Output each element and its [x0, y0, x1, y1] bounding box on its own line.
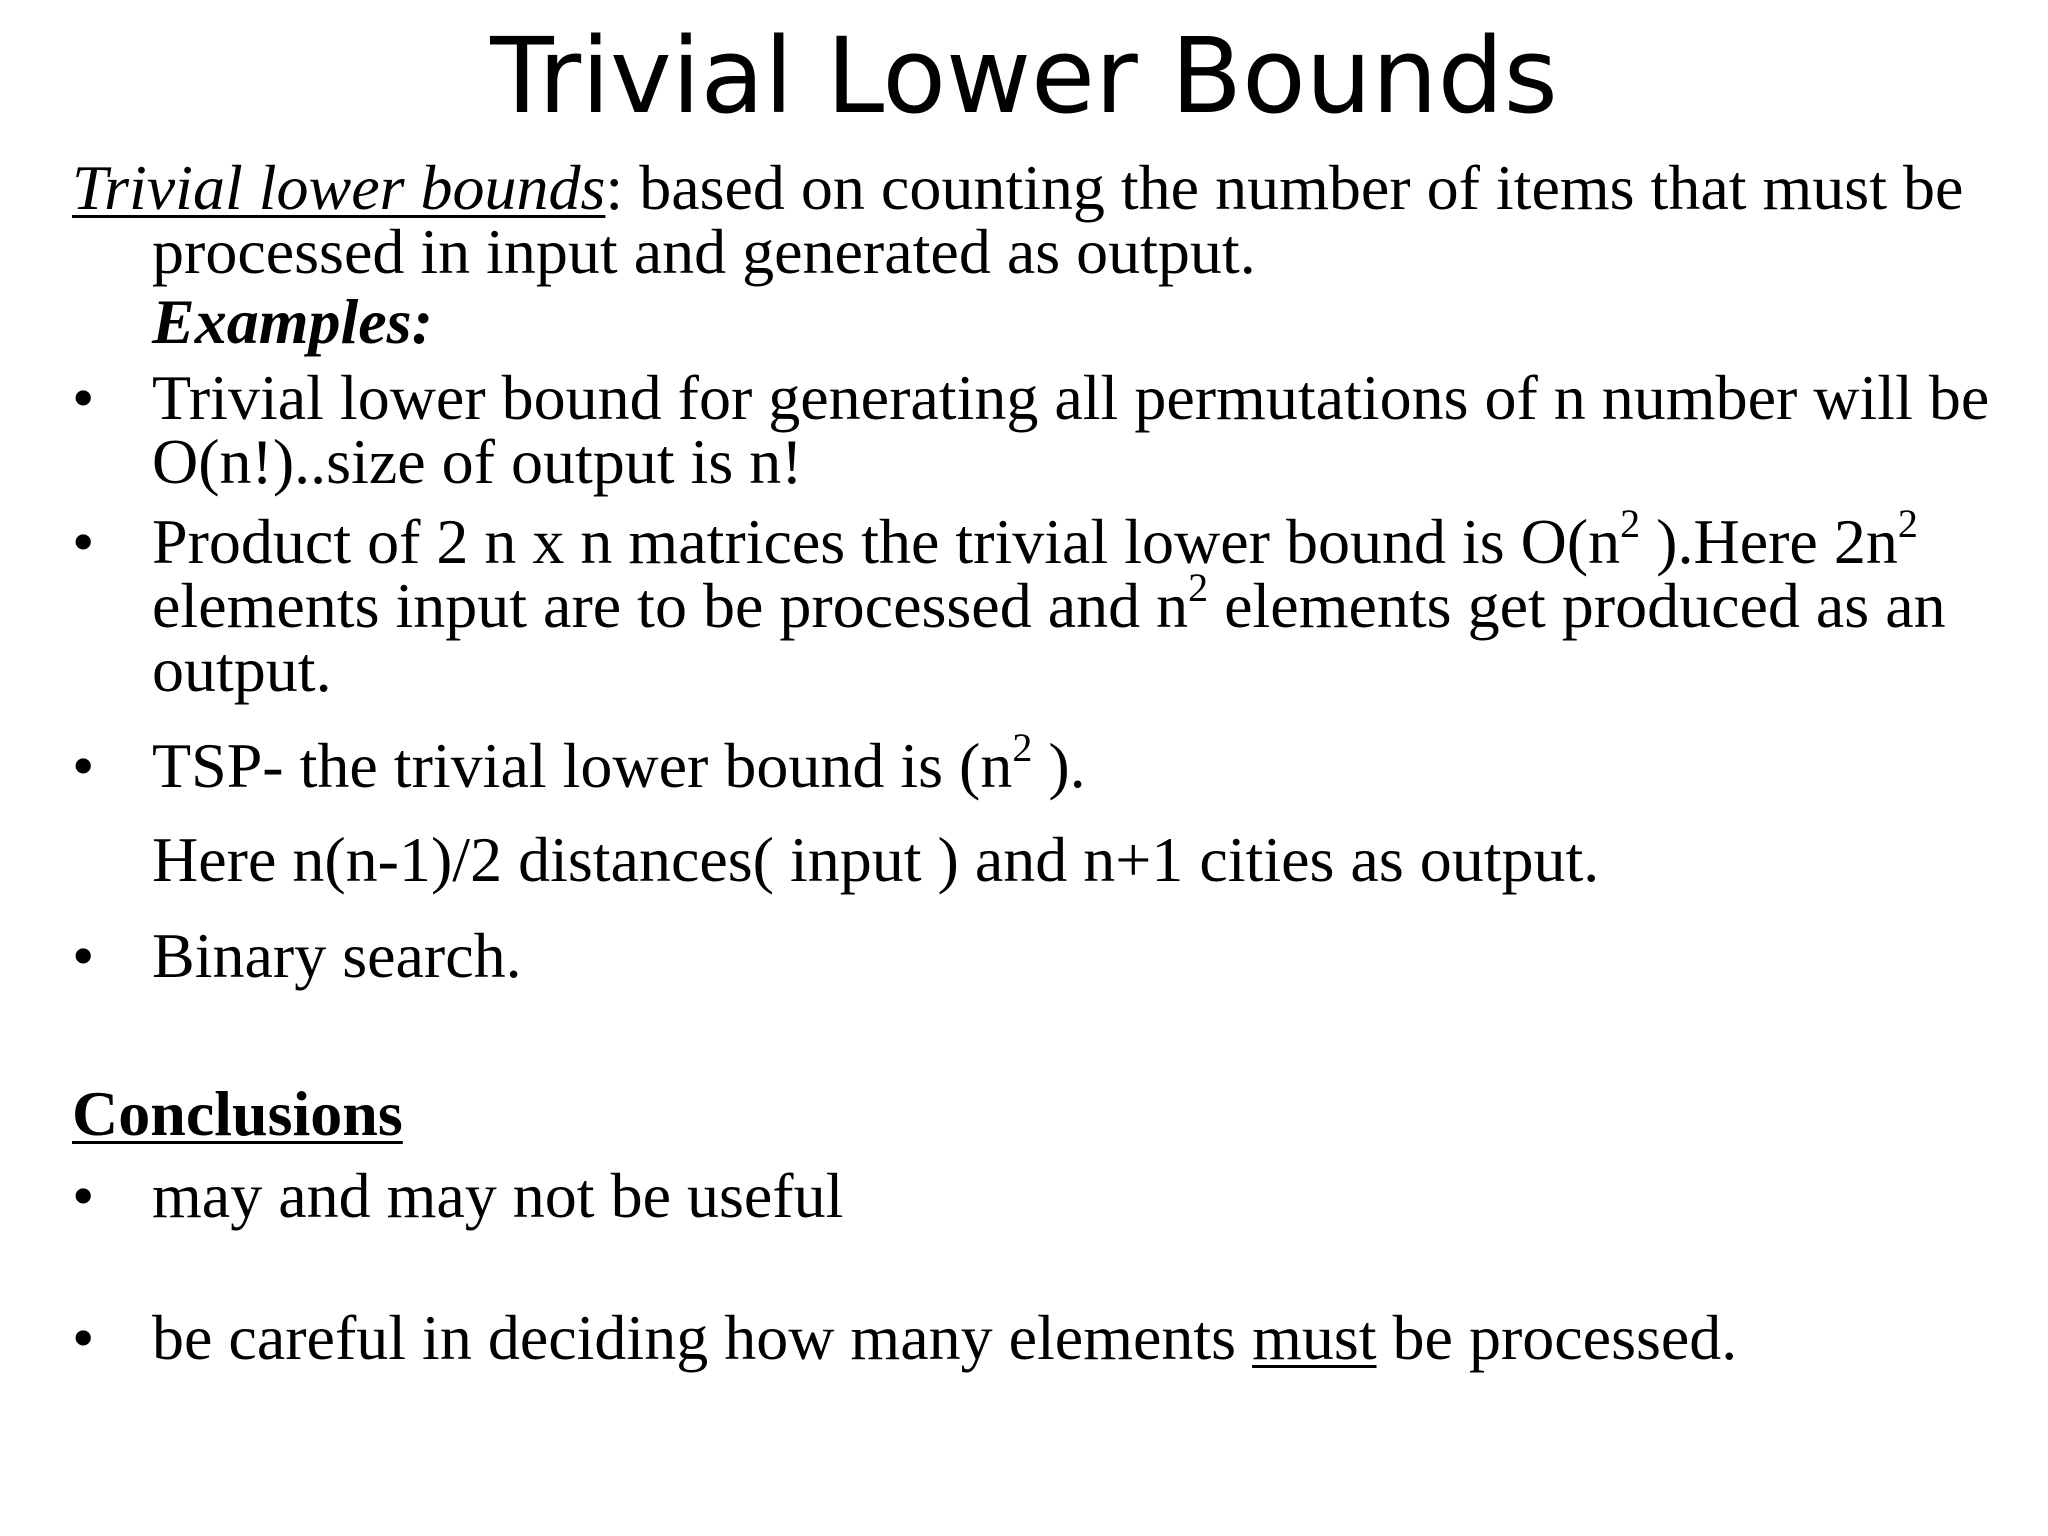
careful-text-post: be processed. — [1376, 1302, 1738, 1373]
matrix-text-part2: ).Here 2n — [1640, 506, 1898, 577]
example-text-permutations: Trivial lower bound for generating all permutations of n number will be O(n!)..size of output is n! — [152, 362, 1990, 497]
conclusion-text-usefulness: may and may not be useful — [152, 1160, 844, 1231]
careful-text-pre: be careful in deciding how many elements — [152, 1302, 1253, 1373]
superscript-2: 2 — [1012, 724, 1033, 770]
intro-definition: based on counting the number of items that must be processed in input and generated as output. — [152, 152, 1964, 287]
bullet-icon: • — [72, 1302, 95, 1373]
tsp-note-text: Here n(n-1)/2 distances( input ) and n+1 cities as output. — [152, 824, 1600, 895]
bullet-icon: • — [72, 506, 95, 577]
bullet-icon: • — [72, 362, 95, 433]
example-text-binary-search: Binary search. — [152, 920, 522, 991]
examples-label-row — [72, 286, 2048, 357]
conclusion-text-careful — [152, 1302, 2048, 1373]
intro-paragraph — [72, 152, 2048, 287]
bullet-icon: • — [72, 730, 95, 801]
matrix-text-part4: elements get produced as an output. — [152, 570, 1946, 705]
bullet-icon: • — [72, 920, 95, 991]
superscript-2: 2 — [1188, 564, 1209, 610]
slide-title: Trivial Lower Bounds — [490, 15, 1558, 137]
careful-text-emphasis: must — [1252, 1302, 1377, 1373]
matrix-text-part1: Product of 2 n x n matrices the trivial lower bound is O(n — [152, 506, 1621, 577]
example-text-tsp — [152, 724, 2048, 801]
superscript-2: 2 — [1897, 500, 1918, 546]
superscript-2: 2 — [1620, 500, 1641, 546]
conclusions-heading-row — [72, 1078, 1992, 1149]
example-text-matrix-product — [152, 500, 2048, 705]
examples-label: Examples: — [152, 286, 433, 357]
tsp-text-part1: TSP- the trivial lower bound is (n — [152, 730, 1013, 801]
tsp-note — [72, 824, 2048, 895]
bullet-icon: • — [72, 1160, 95, 1231]
matrix-text-part3: elements input are to be processed and n — [152, 570, 1189, 641]
intro-colon: : — [605, 152, 624, 223]
tsp-text-part2: ). — [1032, 730, 1086, 801]
intro-term: Trivial lower bounds — [72, 152, 606, 223]
conclusions-heading: Conclusions — [72, 1078, 403, 1149]
